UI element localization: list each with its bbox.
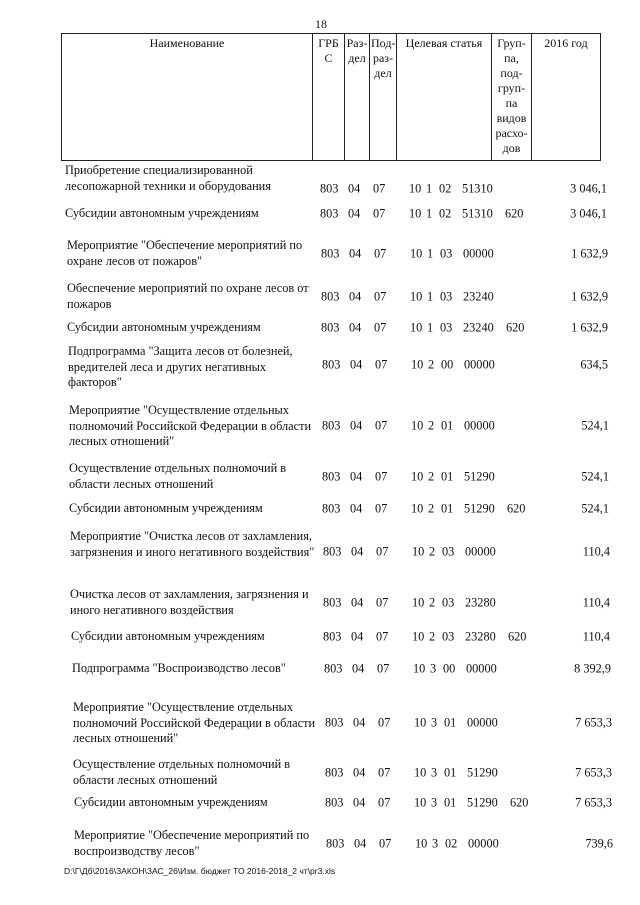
row-podrazdel: 07: [374, 289, 387, 303]
header-name: Наименование: [62, 34, 313, 161]
row-cs-direction: 00000: [466, 661, 497, 676]
row-cs-subprogram: 3: [431, 715, 438, 730]
row-cs-subprogram: 2: [428, 418, 435, 433]
row-cs-event: 03: [442, 629, 455, 644]
row-cs-event: 01: [444, 795, 457, 810]
row-amount: 634,5: [580, 357, 608, 372]
header-podrazdel: Под- раз- дел: [370, 34, 397, 161]
row-name: Субсидии автономным учреждениям: [74, 795, 268, 809]
row-name: Осуществление отдельных полномочий в области лесных отношений: [69, 461, 287, 491]
row-name: Мероприятие "Обеспечение мероприятий по охране лесов от пожаров": [67, 238, 303, 268]
row-razdel: 04: [349, 320, 362, 335]
row-amount: 524,1: [581, 469, 609, 483]
row-razdel: 04: [350, 469, 363, 483]
row-razdel: 04: [348, 206, 361, 221]
row-amount: 8 392,9: [574, 661, 611, 676]
row-cs-direction: 23240: [463, 320, 494, 335]
row-podrazdel: 07: [375, 418, 388, 433]
row-grbs: 803: [323, 595, 342, 609]
row-podrazdel: 07: [376, 544, 389, 559]
row-cs-event: 00: [443, 661, 456, 676]
row-amount: 7 653,3: [575, 765, 612, 779]
row-cs-program: 10: [411, 418, 424, 433]
row-amount: 110,4: [582, 595, 610, 609]
row-cs-program: 10: [410, 320, 423, 335]
row-cs-event: 02: [439, 206, 452, 221]
row-cs-subprogram: 2: [429, 629, 436, 644]
row-name: Субсидии автономным учреждениям: [71, 629, 265, 643]
row-name: Осуществление отдельных полномочий в области лесных отношений: [73, 757, 291, 787]
row-grbs: 803: [320, 181, 339, 195]
row-cs-program: 10: [415, 836, 428, 850]
row-grbs: 803: [324, 661, 343, 676]
row-name: Мероприятие "Очистка лесов от захламления, загрязнения и иного негативного воздействия": [70, 529, 315, 559]
row-cs-direction: 00000: [467, 715, 498, 730]
row-cs-direction: 51290: [464, 501, 495, 516]
row-amount: 110,4: [582, 544, 610, 559]
row-cs-event: 03: [442, 595, 455, 609]
row-cs-program: 10: [411, 501, 424, 516]
row-name: Приобретение специализированной лесопожарной техники и оборудования: [65, 163, 271, 193]
row-amount: 1 632,9: [571, 246, 608, 260]
row-grbs: 803: [325, 765, 344, 779]
row-grbs: 803: [320, 206, 339, 221]
row-cs-direction: 00000: [463, 246, 494, 260]
row-cs-program: 10: [412, 595, 425, 609]
row-cs-program: 10: [414, 715, 427, 730]
row-grbs: 803: [325, 795, 344, 810]
row-podrazdel: 07: [378, 765, 391, 779]
row-amount: 1 632,9: [571, 320, 608, 335]
header-year: 2016 год: [532, 34, 601, 161]
row-cs-event: 02: [445, 836, 458, 850]
row-podrazdel: 07: [377, 661, 390, 676]
row-amount: 739,6: [585, 836, 613, 850]
row-grbs: 803: [322, 501, 341, 516]
row-name: Очистка лесов от захламления, загрязнения и иного негативного воздействия: [70, 587, 309, 617]
row-name: Мероприятие "Осуществление отдельных полномочий Российской Федерации в области лесных отношений": [69, 403, 312, 448]
row-grbs: 803: [322, 357, 341, 372]
row-grbs: 803: [321, 289, 340, 303]
row-cs-subprogram: 3: [431, 765, 438, 779]
row-cs-direction: 51310: [462, 181, 493, 195]
row-cs-subprogram: 1: [427, 246, 434, 260]
row-cs-subprogram: 1: [427, 289, 434, 303]
row-cs-direction: 51310: [462, 206, 493, 221]
row-cs-direction: 23280: [465, 629, 496, 644]
row-grbs: 803: [326, 836, 345, 850]
row-vid-rashodov: 620: [505, 206, 524, 221]
row-cs-subprogram: 2: [428, 469, 435, 483]
row-amount: 524,1: [581, 501, 609, 516]
row-name: Субсидии автономным учреждениям: [69, 501, 263, 515]
row-name: Субсидии автономным учреждениям: [65, 206, 259, 220]
header-vid-rashodov: Груп- па, под- груп- па видов расхо- дов: [492, 34, 532, 161]
row-amount: 524,1: [581, 418, 609, 433]
row-cs-subprogram: 1: [427, 320, 434, 335]
row-cs-program: 10: [411, 357, 424, 372]
row-podrazdel: 07: [374, 246, 387, 260]
row-razdel: 04: [349, 289, 362, 303]
row-cs-program: 10: [409, 206, 422, 221]
row-cs-event: 01: [444, 765, 457, 779]
row-cs-program: 10: [413, 661, 426, 676]
row-amount: 1 632,9: [571, 289, 608, 303]
row-grbs: 803: [322, 469, 341, 483]
row-podrazdel: 07: [378, 715, 391, 730]
row-vid-rashodov: 620: [507, 501, 526, 516]
row-cs-direction: 51290: [467, 765, 498, 779]
row-razdel: 04: [348, 181, 361, 195]
row-cs-subprogram: 1: [426, 206, 433, 221]
row-razdel: 04: [353, 765, 366, 779]
row-razdel: 04: [354, 836, 367, 850]
row-cs-subprogram: 3: [431, 795, 438, 810]
row-grbs: 803: [323, 629, 342, 644]
file-path-footer: D:\Г\Дб\2016\ЗАКОН\ЗАС_26\Изм. бюджет ТО 2016-2018_2 чт\pr3.xls: [64, 866, 336, 876]
table-header: [61, 33, 601, 161]
row-cs-event: 03: [440, 289, 453, 303]
row-podrazdel: 07: [375, 357, 388, 372]
row-razdel: 04: [350, 418, 363, 433]
row-vid-rashodov: 620: [508, 629, 527, 644]
row-cs-program: 10: [414, 765, 427, 779]
row-cs-program: 10: [412, 544, 425, 559]
row-name: Мероприятие "Обеспечение мероприятий по воспроизводству лесов": [74, 828, 310, 858]
row-cs-program: 10: [414, 795, 427, 810]
row-razdel: 04: [350, 357, 363, 372]
row-cs-subprogram: 2: [428, 357, 435, 372]
header-razdel: Раз- дел: [345, 34, 370, 161]
row-name: Субсидии автономным учреждениям: [67, 320, 261, 334]
page-number: 18: [315, 17, 327, 31]
row-amount: 7 653,3: [575, 795, 612, 810]
row-razdel: 04: [351, 595, 364, 609]
row-cs-event: 03: [440, 320, 453, 335]
row-podrazdel: 07: [376, 595, 389, 609]
row-cs-event: 03: [442, 544, 455, 559]
row-cs-direction: 23280: [465, 595, 496, 609]
row-grbs: 803: [322, 418, 341, 433]
row-cs-direction: 00000: [464, 357, 495, 372]
row-cs-program: 10: [410, 246, 423, 260]
row-cs-program: 10: [411, 469, 424, 483]
header-celevaya-statya: Целевая статья: [397, 34, 492, 161]
row-amount: 3 046,1: [570, 181, 607, 195]
row-name: Мероприятие "Осуществление отдельных полномочий Российской Федерации в области лесных отношений": [73, 700, 316, 745]
row-podrazdel: 07: [376, 629, 389, 644]
row-podrazdel: 07: [378, 795, 391, 810]
row-grbs: 803: [323, 544, 342, 559]
row-razdel: 04: [349, 246, 362, 260]
row-razdel: 04: [353, 795, 366, 810]
row-amount: 110,4: [582, 629, 610, 644]
row-razdel: 04: [350, 501, 363, 516]
row-cs-subprogram: 3: [430, 661, 437, 676]
row-cs-direction: 51290: [464, 469, 495, 483]
row-cs-program: 10: [410, 289, 423, 303]
row-cs-direction: 00000: [464, 418, 495, 433]
row-grbs: 803: [321, 246, 340, 260]
row-cs-direction: 51290: [467, 795, 498, 810]
row-name: Подпрограмма "Защита лесов от болезней, вредителей леса и других негативных факторов": [68, 344, 293, 389]
row-razdel: 04: [351, 629, 364, 644]
row-cs-direction: 23240: [463, 289, 494, 303]
row-cs-subprogram: 1: [426, 181, 433, 195]
row-cs-event: 01: [441, 501, 454, 516]
row-razdel: 04: [351, 544, 364, 559]
row-name: Подпрограмма "Воспроизводство лесов": [72, 661, 286, 675]
row-podrazdel: 07: [374, 320, 387, 335]
row-name: Обеспечение мероприятий по охране лесов от пожаров: [67, 281, 309, 311]
header-grbs: ГРБ С: [313, 34, 345, 161]
row-cs-subprogram: 2: [429, 544, 436, 559]
row-amount: 3 046,1: [570, 206, 607, 221]
row-razdel: 04: [352, 661, 365, 676]
row-cs-direction: 00000: [468, 836, 499, 850]
row-grbs: 803: [321, 320, 340, 335]
row-vid-rashodov: 620: [510, 795, 529, 810]
row-cs-program: 10: [409, 181, 422, 195]
row-grbs: 803: [325, 715, 344, 730]
row-podrazdel: 07: [375, 469, 388, 483]
row-cs-subprogram: 2: [428, 501, 435, 516]
row-cs-event: 01: [441, 418, 454, 433]
row-podrazdel: 07: [379, 836, 392, 850]
row-cs-program: 10: [412, 629, 425, 644]
row-cs-event: 00: [441, 357, 454, 372]
row-podrazdel: 07: [373, 181, 386, 195]
row-vid-rashodov: 620: [506, 320, 525, 335]
row-cs-direction: 00000: [465, 544, 496, 559]
row-cs-event: 01: [441, 469, 454, 483]
row-cs-subprogram: 2: [429, 595, 436, 609]
row-cs-subprogram: 3: [432, 836, 439, 850]
row-podrazdel: 07: [375, 501, 388, 516]
row-amount: 7 653,3: [575, 715, 612, 730]
row-cs-event: 01: [444, 715, 457, 730]
row-cs-event: 03: [440, 246, 453, 260]
row-podrazdel: 07: [373, 206, 386, 221]
row-razdel: 04: [353, 715, 366, 730]
row-cs-event: 02: [439, 181, 452, 195]
